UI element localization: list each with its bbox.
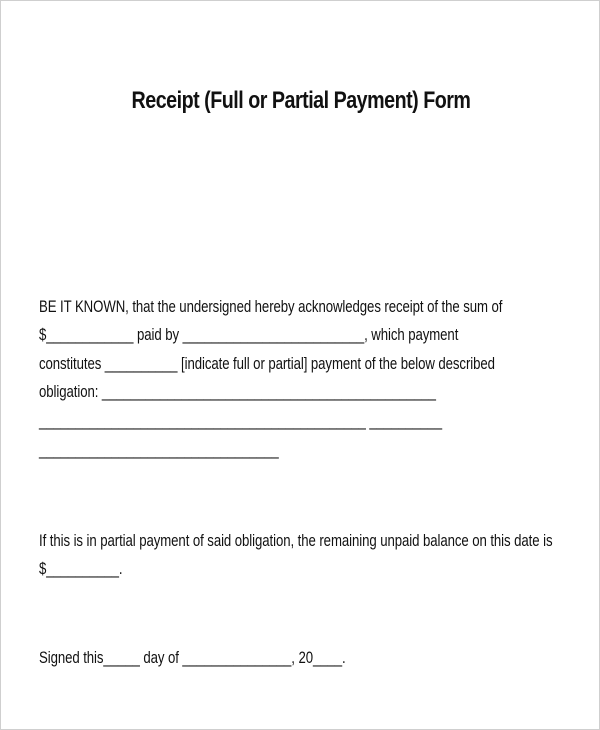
- form-title: Receipt (Full or Partial Payment) Form: [131, 87, 471, 114]
- obligation-blank-line-1: _____________________________________________ __________: [39, 412, 442, 430]
- acknowledgment-line-2: $____________ paid by _________________________, which payment: [39, 326, 459, 344]
- obligation-line: obligation: ______________________________________________: [39, 383, 436, 401]
- signature-date-line: Signed this_____ day of _______________, 20____.: [39, 649, 346, 667]
- remaining-balance-line: $__________.: [39, 560, 123, 578]
- acknowledgment-line-1: BE IT KNOWN, that the undersigned hereby acknowledges receipt of the sum of: [39, 298, 503, 316]
- obligation-blank-line-2: _________________________________: [39, 441, 279, 459]
- acknowledgment-line-3: constitutes __________ [indicate full or partial] payment of the below described: [39, 355, 495, 373]
- partial-payment-line-1: If this is in partial payment of said obligation, the remaining unpaid balance on this date is: [39, 532, 553, 550]
